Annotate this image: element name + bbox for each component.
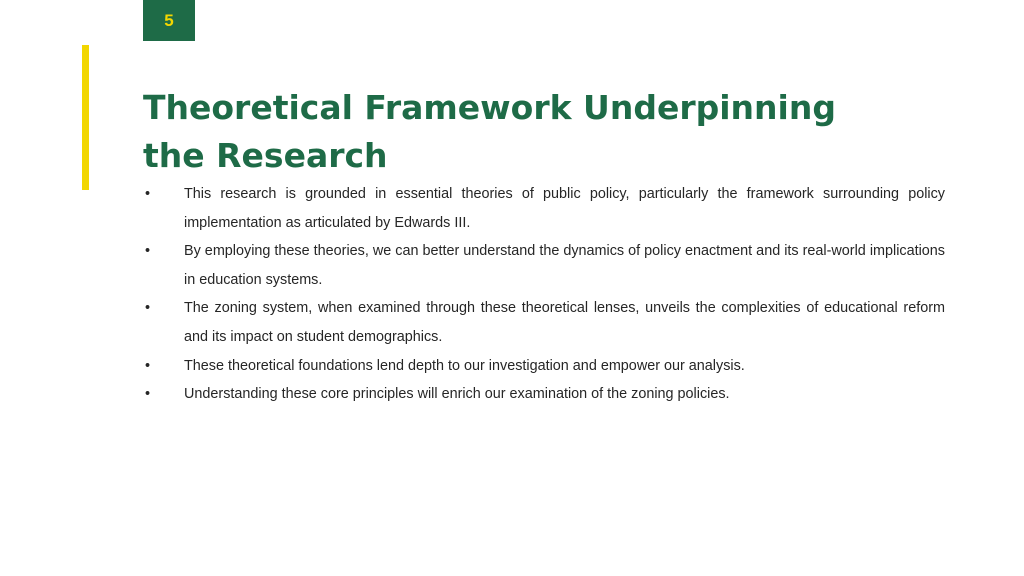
bullet-item <box>143 294 945 351</box>
bullet-icon: • <box>145 386 151 403</box>
bullet-icon: • <box>145 300 151 317</box>
bullet-item <box>143 237 945 294</box>
bullet-text: By employing these theories, we can better understand the dynamics of policy enactment and its real-world implications in education systems. <box>184 243 945 288</box>
bullet-list <box>143 180 945 409</box>
page-number-badge <box>143 0 195 41</box>
bullet-icon: • <box>145 357 151 374</box>
bullet-text: These theoretical foundations lend depth to our investigation and empower our analysis. <box>184 357 745 374</box>
bullet-item <box>143 180 945 237</box>
bullet-item <box>143 352 945 381</box>
slide-title: Theoretical Framework Underpinning the Research <box>143 88 836 175</box>
bullet-text: This research is grounded in essential theories of public policy, particularly the framework surrounding policy implementation as articulated by Edwards III. <box>184 186 945 231</box>
bullet-text: Understanding these core principles will enrich our examination of the zoning policies. <box>184 386 730 403</box>
page-number: 5 <box>164 10 174 30</box>
bullet-icon: • <box>145 186 151 202</box>
bullet-item <box>143 380 945 409</box>
bullet-text: The zoning system, when examined through these theoretical lenses, unveils the complexities of educational reform and its impact on student demographics. <box>184 300 945 345</box>
bullet-icon: • <box>145 243 151 260</box>
accent-bar <box>82 45 89 190</box>
